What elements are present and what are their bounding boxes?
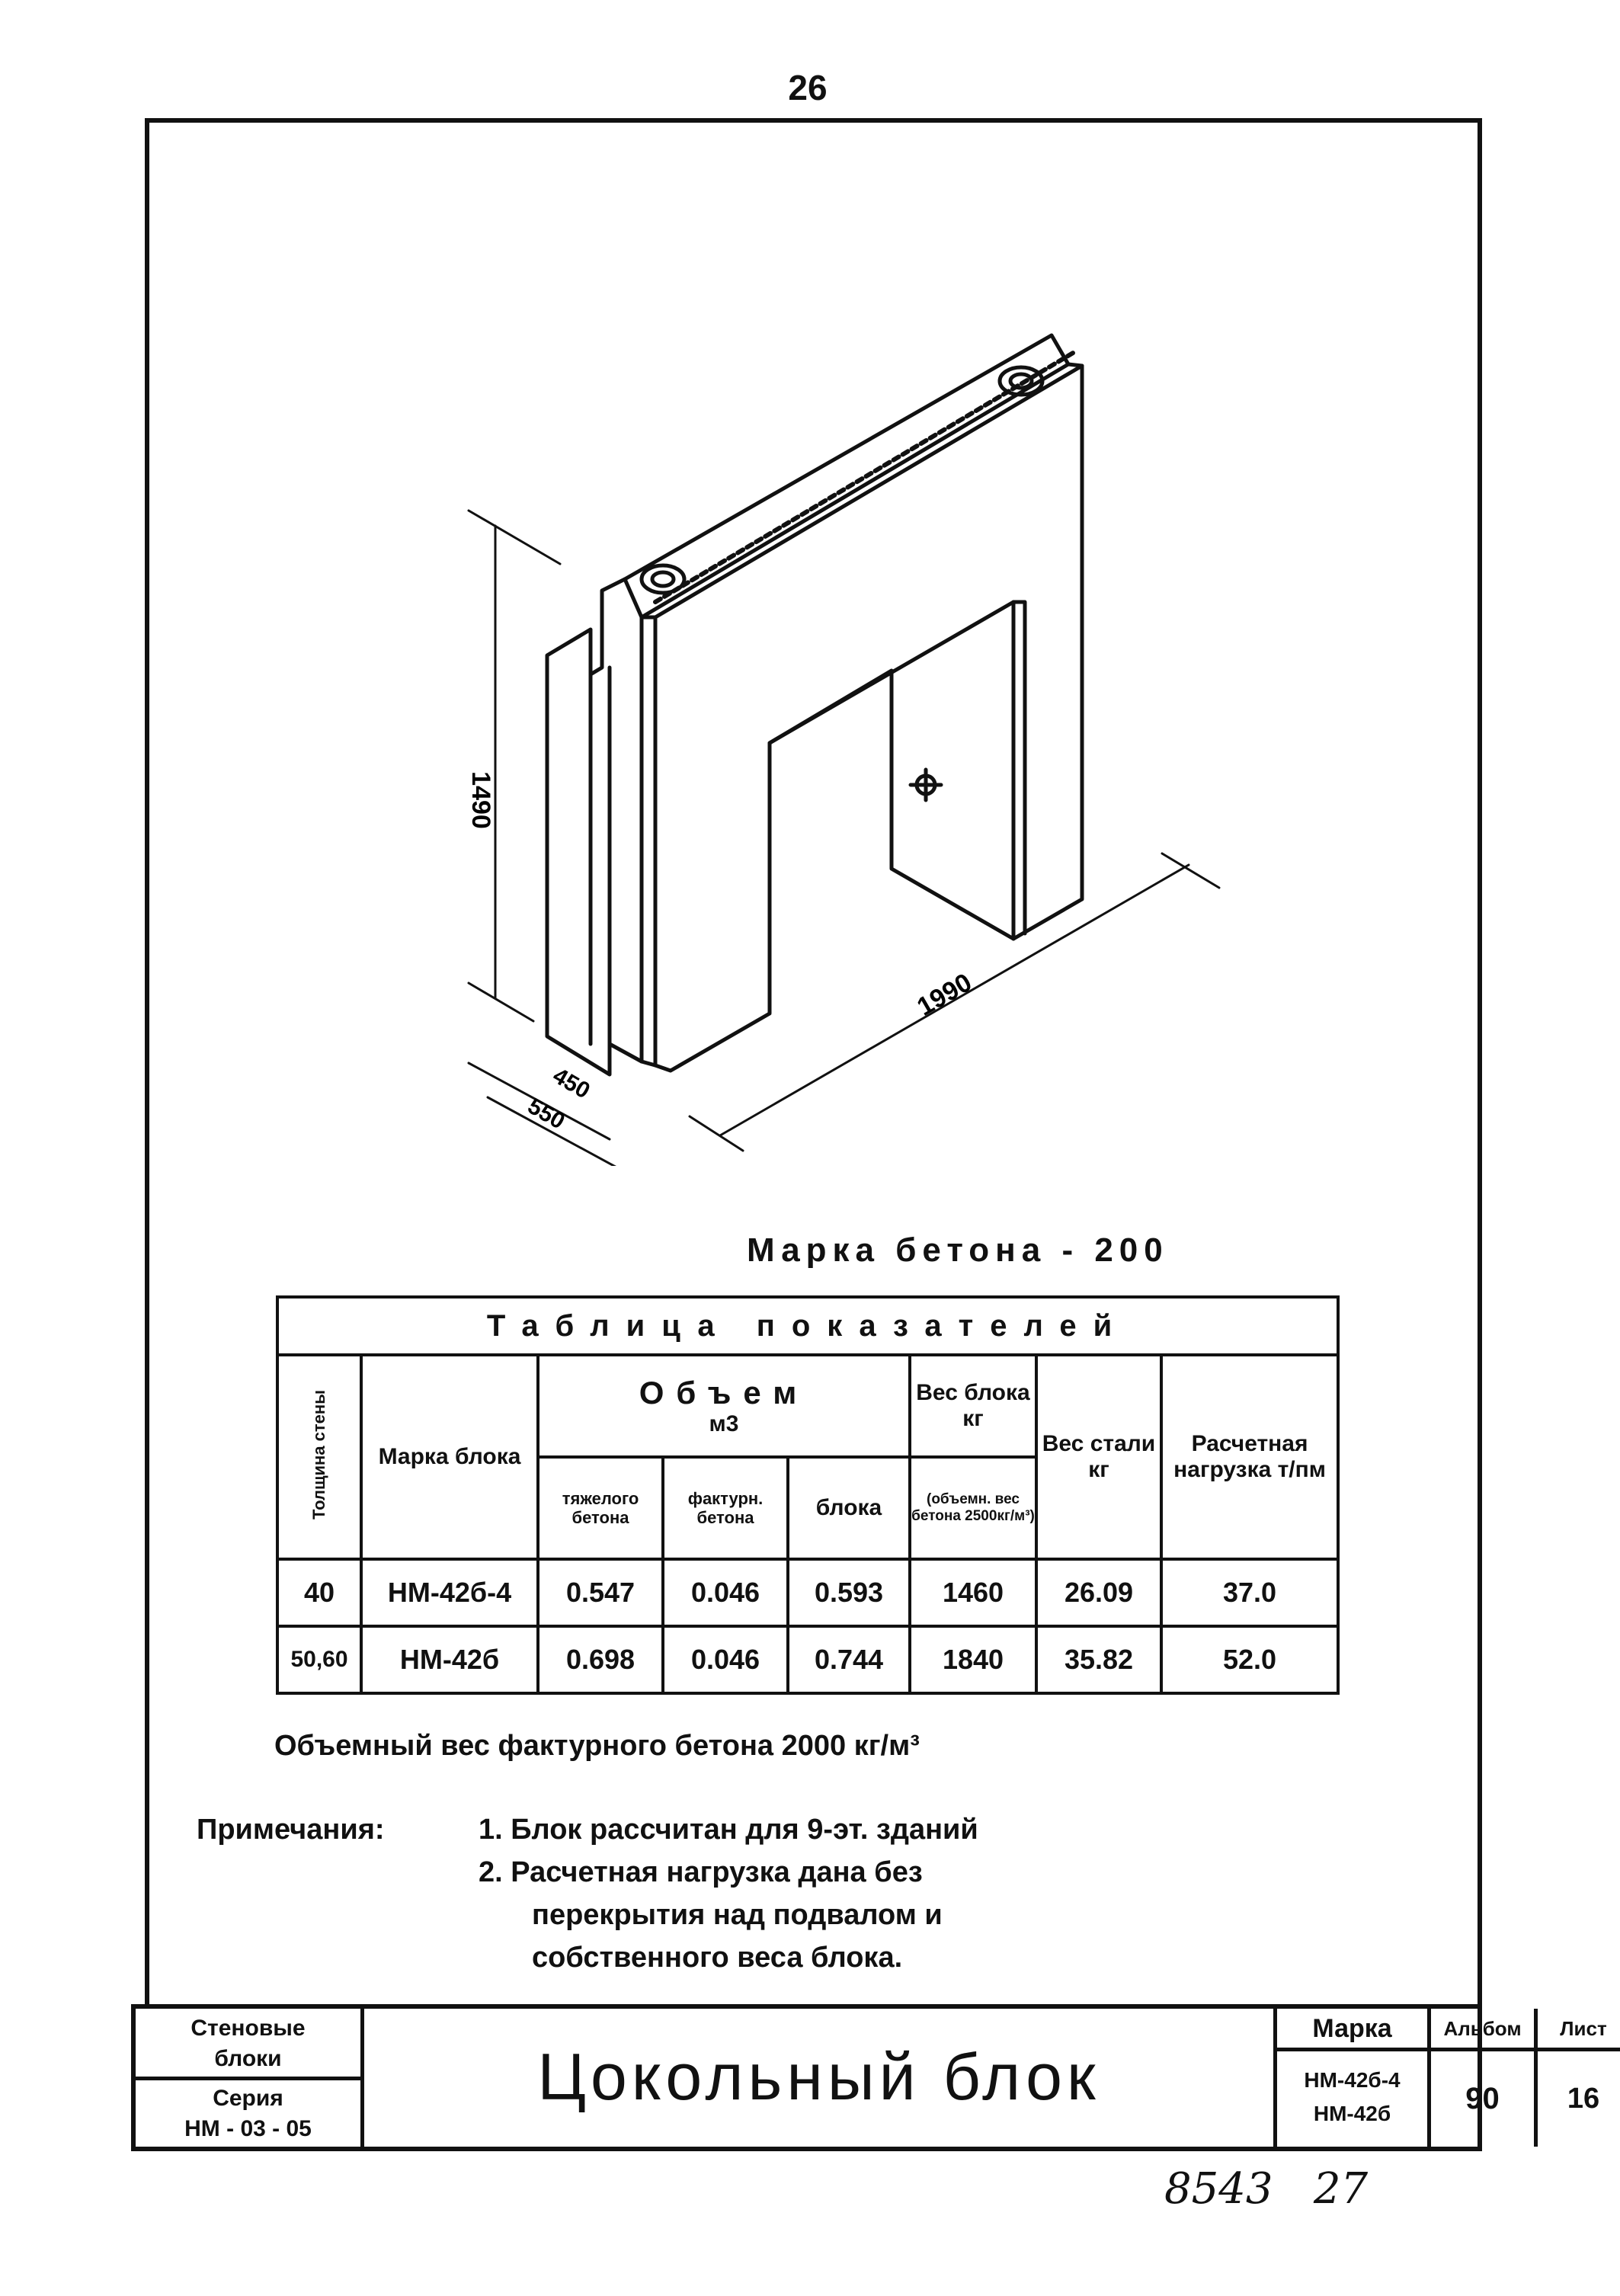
front-face [655, 366, 1082, 1071]
lifting-hole-front-inner [652, 572, 674, 586]
header-block-mark: Марка блока [361, 1355, 538, 1559]
lifting-hole-front [642, 565, 684, 593]
cell-weight: 1460 [910, 1559, 1036, 1626]
cell-steel: 35.82 [1036, 1626, 1161, 1693]
header-block-volume: блока [788, 1457, 910, 1559]
note-item: перекрытия над подвалом и [532, 1899, 943, 1931]
top-back-edge [625, 335, 1068, 579]
cell-thickness: 40 [277, 1559, 361, 1626]
length-dim-tick-right [1162, 853, 1219, 888]
length-dim-tick-left [690, 1116, 743, 1151]
note-item: 2. Расчетная нагрузка дана без [479, 1856, 923, 1888]
table-row [277, 1626, 1338, 1693]
facing-layer-edge [642, 617, 655, 1065]
cell-heavy: 0.698 [538, 1626, 663, 1693]
title-block-series: Серия НМ - 03 - 05 [136, 2080, 364, 2147]
notes-label: Примечания: [197, 1814, 385, 1846]
title-block [131, 2004, 1607, 2151]
header-block-weight: Вес блока кг [910, 1355, 1036, 1457]
dim-length-label: 1990 [912, 968, 977, 1022]
concrete-grade: Марка бетона - 200 [747, 1231, 1169, 1269]
header-volume: Объем м3 [538, 1355, 910, 1457]
album-label: Альбом [1431, 2009, 1538, 2051]
drawing-title: Цокольный блок [364, 2009, 1277, 2147]
indicators-table [276, 1295, 1340, 1695]
top-ridge [655, 352, 1074, 602]
dim-height-label: 1490 [466, 771, 495, 829]
cell-weight: 1840 [910, 1626, 1036, 1693]
cell-block-volume: 0.593 [788, 1559, 910, 1626]
page-number: 26 [788, 68, 828, 107]
header-wall-thickness: Толщина стены [277, 1355, 361, 1559]
sheet-label: Лист [1538, 2009, 1620, 2051]
header-facing-concrete: фактурн. бетона [663, 1457, 788, 1559]
table-row [277, 1559, 1338, 1626]
cell-steel: 26.09 [1036, 1559, 1161, 1626]
cell-thickness: 50,60 [277, 1626, 361, 1693]
height-dim-tick-bottom [469, 983, 533, 1021]
anchor-cross [911, 770, 941, 800]
dim-outer-label: 550 [523, 1093, 569, 1135]
cell-facing: 0.046 [663, 1626, 788, 1693]
facing-concrete-density: Объемный вес фактурного бетона 2000 кг/м³ [274, 1730, 920, 1762]
header-design-load: Расчетная нагрузка т/пм [1161, 1355, 1338, 1559]
note-item: собственного веса блока. [532, 1942, 903, 1974]
cell-mark: НМ-42б-4 [361, 1559, 538, 1626]
note-item: 1. Блок рассчитан для 9-эт. зданий [479, 1814, 978, 1846]
cell-facing: 0.046 [663, 1559, 788, 1626]
cell-load: 52.0 [1161, 1626, 1338, 1693]
mark-value: НМ-42б-4 НМ-42б [1277, 2051, 1431, 2147]
header-heavy-concrete: тяжелого бетона [538, 1457, 663, 1559]
opening-inner [770, 671, 1013, 939]
sheet-value: 16 [1567, 2083, 1600, 2115]
header-steel-weight: Вес стали кг [1036, 1355, 1161, 1559]
header-weight-note: (объемн. вес бетона 2500кг/м³) [910, 1457, 1036, 1559]
cell-load: 37.0 [1161, 1559, 1338, 1626]
side-face [547, 579, 642, 1074]
mark-label: Марка [1277, 2009, 1431, 2051]
cell-heavy: 0.547 [538, 1559, 663, 1626]
album-value: 90 [1431, 2051, 1538, 2147]
handwritten-number: 8543 27 [1164, 2164, 1369, 2214]
height-dim-tick-top [469, 511, 560, 564]
title-block-section: Стеновые блоки [136, 2009, 364, 2080]
cell-mark: НМ-42б [361, 1626, 538, 1693]
dim-inner-label: 450 [548, 1062, 594, 1104]
top-edge [642, 364, 1082, 617]
isometric-block-drawing [411, 320, 1288, 1166]
cell-block-volume: 0.744 [788, 1626, 910, 1693]
table-title: Таблица показателей [277, 1297, 1338, 1355]
